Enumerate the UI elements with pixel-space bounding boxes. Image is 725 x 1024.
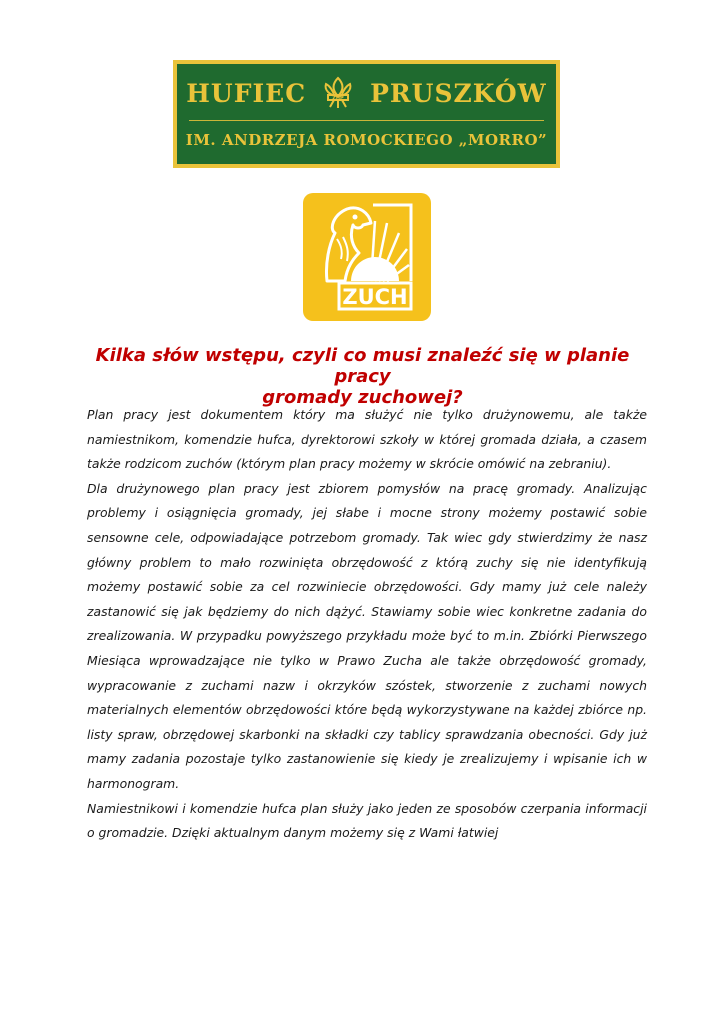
paragraph-1: Plan pracy jest dokumentem który ma służyć nie tylko drużynowemu, ale także namiestnikom, komendzie hufca, dyrektorowi szkoły w której gromada działa, a czasem także rodzicom zuchów (którym plan pracy możemy w skrócie omówić na zebraniu). xyxy=(87,407,647,472)
banner-word-pruszkow: PRUSZKÓW xyxy=(370,78,547,108)
banner-subtitle: IM. ANDRZEJA ROMOCKIEGO „MORRO” xyxy=(185,131,548,149)
paragraph-3: Namiestnikowi i komendzie hufca plan służy jako jeden ze sposobów czerpania informacji o gromadzie. Dzięki aktualnym danym możemy się z Wami łatwiej xyxy=(87,800,647,841)
banner-title-row xyxy=(177,78,556,108)
heading-line-2: gromady zuchowej? xyxy=(262,387,463,408)
banner-word-hufiec: HUFIEC xyxy=(186,78,307,108)
heading-line-1: Kilka słów wstępu, czyli co musi znaleźć się w planie pracy xyxy=(95,345,630,387)
eagle-sun-icon xyxy=(303,193,431,321)
page-heading xyxy=(70,345,655,408)
zuch-label: ZUCH xyxy=(342,285,408,309)
banner-divider xyxy=(189,120,544,121)
body-text xyxy=(87,403,647,846)
hufiec-banner xyxy=(173,60,560,168)
svg-text:ZHP: ZHP xyxy=(332,95,344,102)
banner-panel xyxy=(177,64,556,164)
scout-lily-icon xyxy=(320,76,356,110)
paragraph-2: Dla drużynowego plan pracy jest zbiorem pomysłów na pracę gromady. Analizując problemy i osiągnięcia gromady, jej słabe i mocne strony możemy postawić sobie sensowne cele, odpowiadające potrzebom gromady. Tak wiec gdy stwierdzimy że nasz główny problem to mało rozwinięta obrzędowość z którą zuchy się nie identyfikują możemy postawić sobie za cel rozwiniecie obrzędowości. Gdy mamy już cele należy zastanowić się jak będziemy do nich dążyć. Stawiamy sobie wiec konkretne zadania do zrealizowania. W przypadku powyższego przykładu może być to m.in. Zbiórki Pierwszego Miesiąca wprowadzające nie tylko w Prawo Zucha ale także obrzędowość gromady, wypracowanie z zuchami nazw i okrzyków szóstek, stworzenie z zuchami nowych materialnych elementów obrzędowości które będą wykorzystywane na każdej zbiórce np. listy spraw, obrzędowej skarbonki na składki czy tablicy sprawdzania obecności. Gdy już mamy zadania pozostaje tylko zastanowienie się kiedy je zrealizujemy i wpisanie ich w harmonogram. xyxy=(87,480,647,791)
